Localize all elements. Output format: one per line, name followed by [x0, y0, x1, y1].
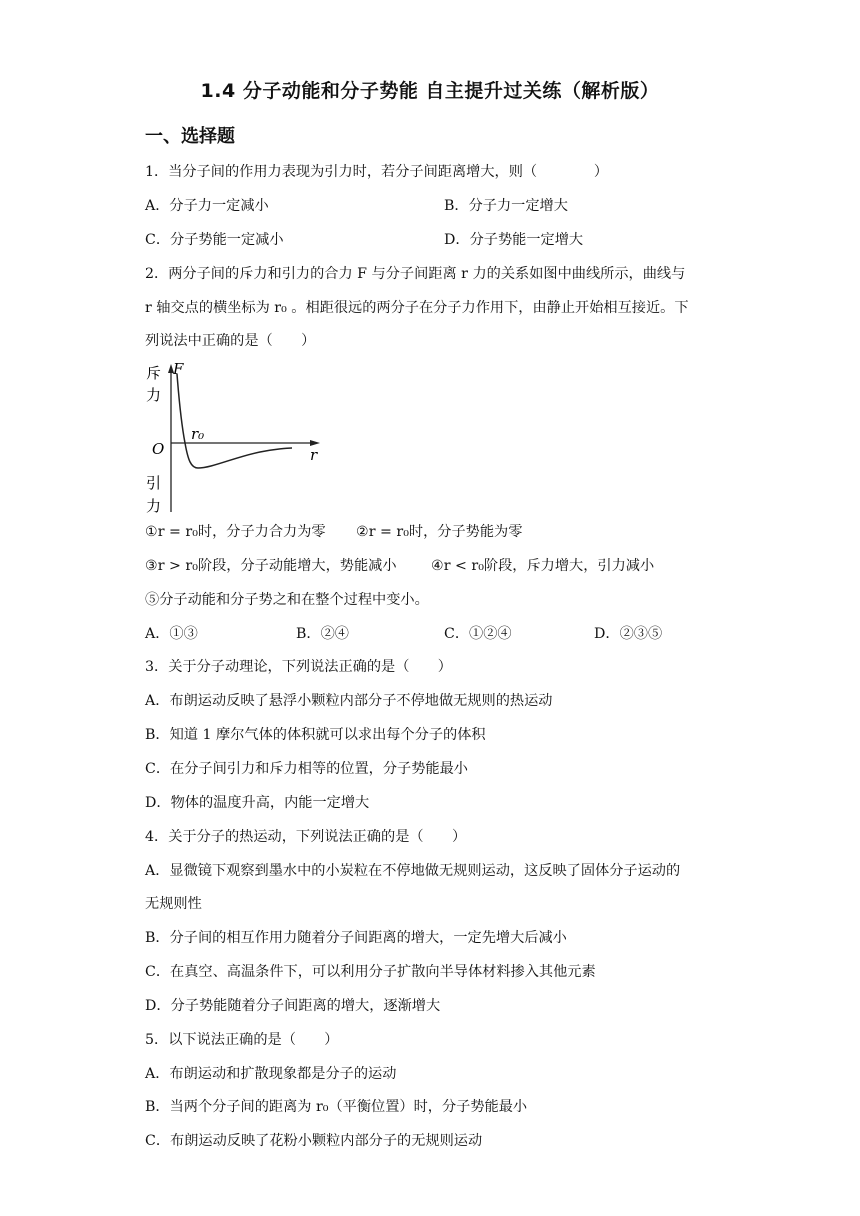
label-r0: r₀ — [191, 425, 205, 443]
q2-stem-line1: 2．两分子间的斥力和引力的合力 F 与分子间距离 r 力的关系如图中曲线所示，曲线与 — [145, 266, 686, 282]
q4-option-d: D．分子势能随着分子间距离的增大，逐渐增大 — [145, 998, 441, 1014]
q3-option-a: A．布朗运动反映了悬浮小颗粒内部分子不停地做无规则的热运动 — [145, 693, 553, 709]
q2-option-d: D．②③⑤ — [594, 626, 663, 642]
q1-option-b: B．分子力一定增大 — [444, 198, 568, 214]
q2-statement-4: ④r < r₀阶段，斥力增大，引力减小 — [431, 558, 655, 574]
q1-option-d: D．分子势能一定增大 — [444, 232, 584, 248]
q5-option-a: A．布朗运动和扩散现象都是分子的运动 — [145, 1066, 397, 1082]
label-r: r — [310, 446, 318, 464]
document-title: 1.4 分子动能和分子势能 自主提升过关练（解析版） — [200, 80, 660, 102]
q2-statement-2: ②r = r₀时，分子势能为零 — [356, 524, 523, 540]
q4-option-b: B．分子间的相互作用力随着分子间距离的增大，一定先增大后减小 — [145, 930, 567, 946]
section-heading: 一、选择题 — [145, 126, 235, 147]
label-chi-bot1: 引 — [146, 474, 162, 492]
label-chi-top2: 力 — [146, 386, 162, 404]
q5-option-c: C．布朗运动反映了花粉小颗粒内部分子的无规则运动 — [145, 1133, 483, 1149]
q2-stem-line3: 列说法中正确的是（ ） — [145, 333, 316, 349]
label-chi-bot2: 力 — [146, 497, 162, 515]
q2-statement-3: ③r > r₀阶段，分子动能增大，势能减小 — [145, 558, 397, 574]
q4-option-a-line1: A．显微镜下观察到墨水中的小炭粒在不停地做无规则运动，这反映了固体分子运动的 — [145, 863, 681, 879]
q2-option-c: C．①②④ — [444, 626, 512, 642]
force-distance-figure — [140, 360, 340, 520]
label-o: O — [152, 440, 165, 458]
q4-option-a-line2: 无规则性 — [145, 896, 202, 912]
q4-option-c: C．在真空、高温条件下，可以利用分子扩散向半导体材料掺入其他元素 — [145, 964, 596, 980]
label-f: F — [173, 360, 184, 378]
q2-statement-1: ①r = r₀时，分子力合力为零 — [145, 524, 326, 540]
q2-option-a: A．①③ — [145, 626, 198, 642]
q1-stem: 1．当分子间的作用力表现为引力时，若分子间距离增大，则（ ） — [145, 164, 609, 180]
label-chi-top1: 斥 — [146, 364, 162, 382]
q5-stem: 5．以下说法正确的是（ ） — [145, 1032, 339, 1048]
q3-option-b: B．知道 1 摩尔气体的体积就可以求出每个分子的体积 — [145, 727, 486, 743]
q3-option-d: D．物体的温度升高，内能一定增大 — [145, 795, 370, 811]
q1-option-c: C．分子势能一定减小 — [145, 232, 284, 248]
q1-option-a: A．分子力一定减小 — [145, 198, 269, 214]
q4-stem: 4．关于分子的热运动，下列说法正确的是（ ） — [145, 829, 467, 845]
q3-stem: 3．关于分子动理论，下列说法正确的是（ ） — [145, 659, 452, 675]
q3-option-c: C．在分子间引力和斥力相等的位置，分子势能最小 — [145, 761, 468, 777]
q2-statement-5: ⑤分子动能和分子势之和在整个过程中变小。 — [145, 592, 429, 608]
q5-option-b: B．当两个分子间的距离为 r₀（平衡位置）时，分子势能最小 — [145, 1099, 528, 1115]
force-curve — [177, 374, 292, 468]
q2-option-b: B．②④ — [296, 626, 349, 642]
q2-stem-line2: r 轴交点的横坐标为 r₀ 。相距很远的两分子在分子力作用下，由静止开始相互接近。下 — [145, 300, 689, 316]
